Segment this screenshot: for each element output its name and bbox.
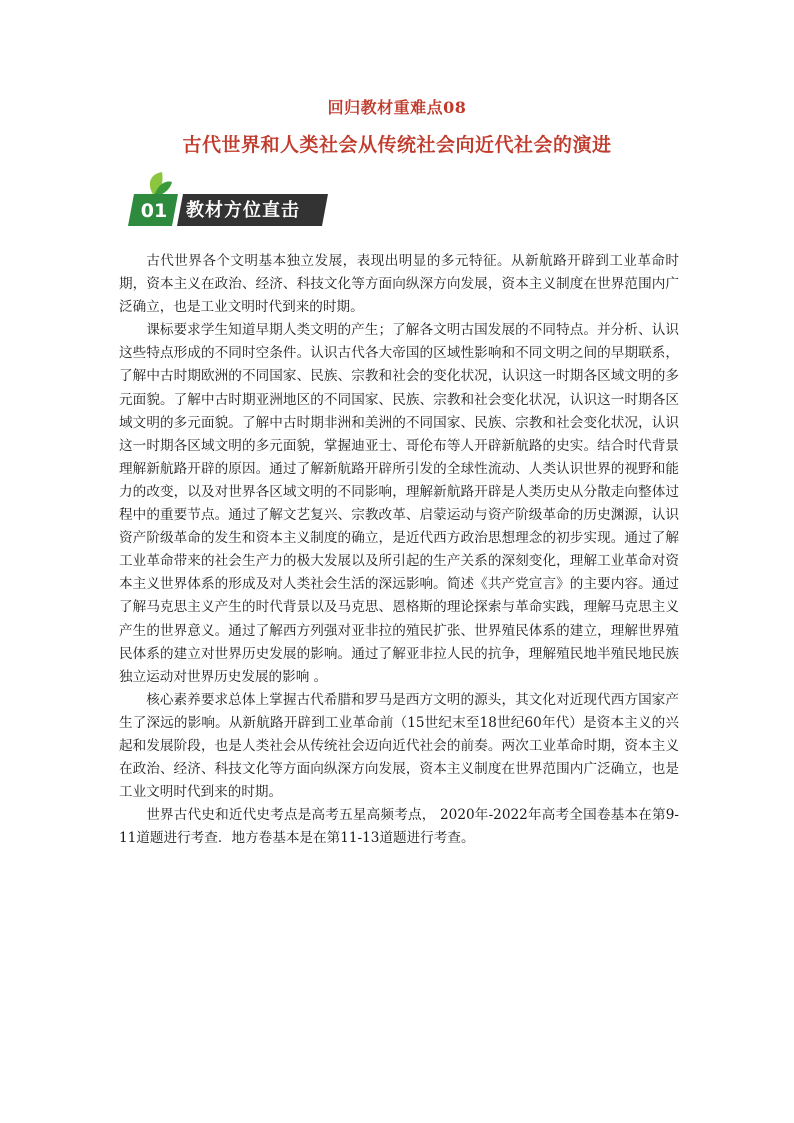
section-label: 教材方位直击 [186, 200, 300, 221]
paragraph-curriculum: 课标要求学生知道早期人类文明的产生；了解各文明古国发展的不同特点。并分析、认识这些特点形成的不同时空条件。认识古代各大帝国的区域性影响和不同文明之间的早期联系，了解中古时期欧洲的不同国家、民族、宗教和社会的变化状况，认识这一时期各区域文明的多元面貌。了解中古时期亚洲地区的不同国家、民族、宗教和社会变化状况，认识这一时期各区域文明的多元面貌。了解中古时期非洲和美洲的不同国家、民族、宗教和社会变化状况，认识这一时期各区域文明的多元面貌，掌握迪亚士、哥伦布等人开辟新航路的史实。结合时代背景理解新航路开辟的原因。通过了解新航路开辟所引发的全球性流动、人类认识世界的视野和能力的改变，以及对世界各区域文明的不同影响，理解新航路开辟是人类历史从分散走向整体过程中的重要节点。通过了解文艺复兴、宗教改革、启蒙运动与资产阶级革命的历史渊源，认识资产阶级革命的发生和资本主义制度的确立，是近代西方政治思想理念的初步实现。通过了解工业革命带来的社会生产力的极大发展以及所引起的生产关系的深刻变化，理解工业革命对资本主义世界体系的形成及对人类社会生活的深远影响。简述《共产党宣言》的主要内容。通过了解马克思主义产生的时代背景以及马克思、恩格斯的理论探索与革命实践，理解马克思主义产生的世界意义。通过了解西方列强对亚非拉的殖民扩张、世界殖民体系的建立，理解世界殖民体系的建立对世界历史发展的影响。通过了解亚非拉人民的抗争，理解殖民地半殖民地民族独立运动对世界历史发展的影响 。 [119, 322, 679, 685]
paragraph-exam-points: 世界古代史和近代史考点是高考五星高频考点， 2020年-2022年高考全国卷基本在第9-11道题进行考查．地方卷基本是在第11-13道题进行考查。 [119, 807, 679, 847]
paragraph-core-literacy: 核心素养要求总体上掌握古代希腊和罗马是西方文明的源头，其文化对近现代西方国家产生了深远的影响。从新航路开辟到工业革命前（15世纪末至18世纪60年代）是资本主义的兴起和发展阶段，也是人类社会从传统社会迈向近代社会的前奏。两次工业革命时期，资本主义在政治、经济、科技文化等方面向纵深方向发展，资本主义制度在世界范围内广泛确立，也是工业文明时代到来的时期。 [119, 691, 679, 801]
section-number: 01 [140, 200, 168, 222]
document-subtitle: 回归教材重难点08 [327, 98, 467, 117]
document-header [0, 96, 794, 159]
body-text [119, 250, 679, 850]
document-title: 古代世界和人类社会从传统社会向近代社会的演进 [182, 134, 612, 156]
section-header [128, 170, 328, 230]
paragraph-intro: 古代世界各个文明基本独立发展，表现出明显的多元特征。从新航路开辟到工业革命时期，资本主义在政治、经济、科技文化等方面向纵深方向发展，资本主义制度在世界范围内广泛确立，也是工业文明时代到来的时期。 [119, 253, 679, 316]
